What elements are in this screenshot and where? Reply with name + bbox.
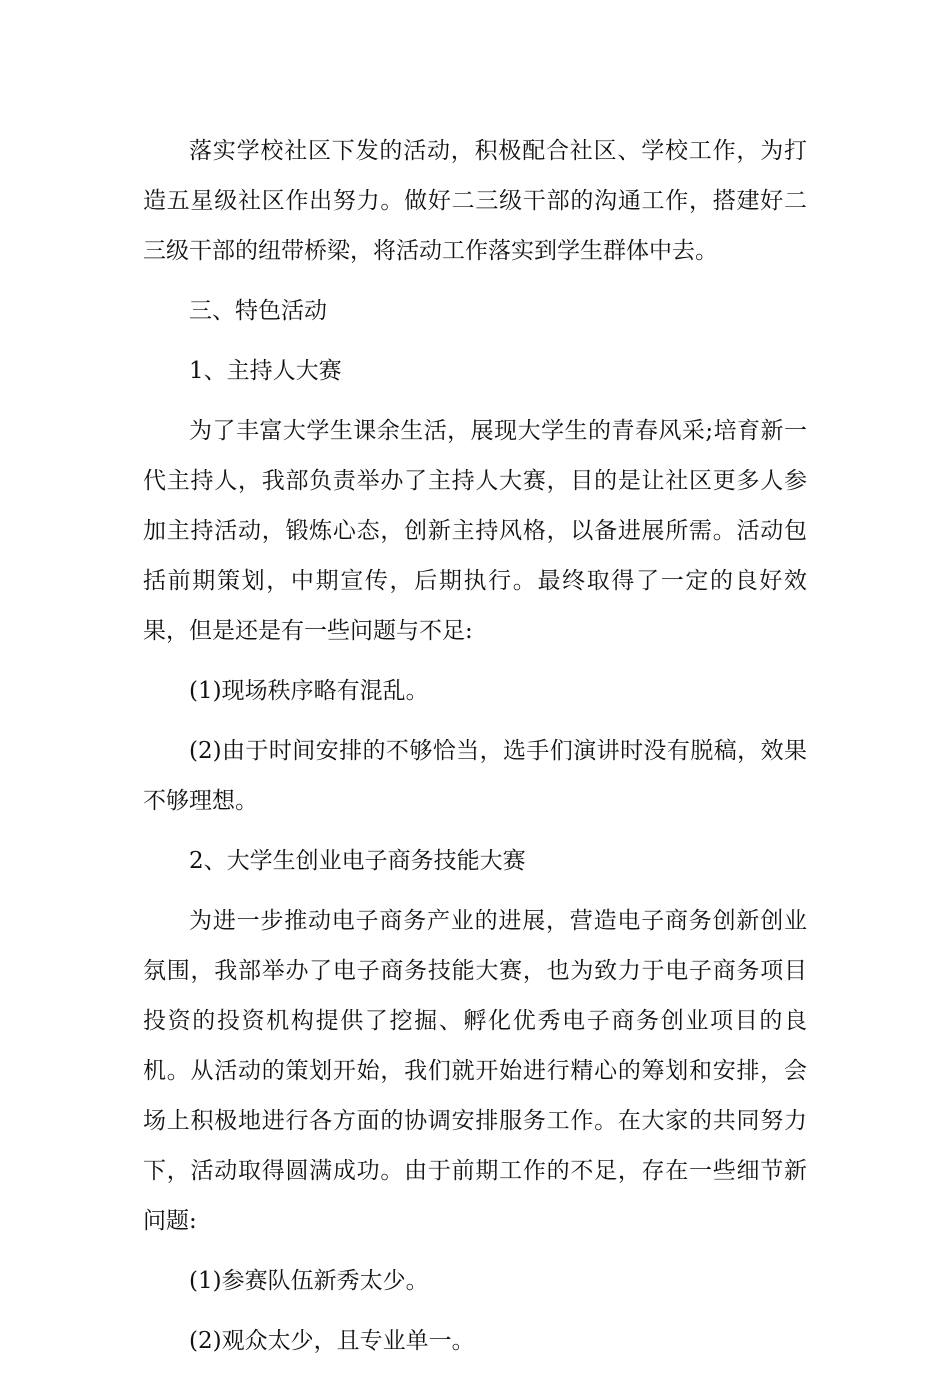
section-heading-special-activities: 三、特色活动 xyxy=(189,298,327,324)
issue-item-ecommerce-2: (2)观众太少，且专业单一。 xyxy=(189,1328,475,1354)
subheading-host-contest: 1、主持人大赛 xyxy=(189,358,342,384)
issue-item-host-1: (1)现场秩序略有混乱。 xyxy=(189,678,429,704)
paragraph-ecommerce-contest: 为进一步推动电子商务产业的进展，营造电子商务创新创业氛围，我部举办了电子商务技能大赛，也为致力于电子商务项目投资的投资机构提供了挖掘、孵化优秀电子商务创业项目的良机。从活动的策划开始，我们就开始进行精心的筹划和安排，会场上积极地进行各方面的协调安排服务工作。在大家的共同努力下，活动取得圆满成功。由于前期工作的不足，存在一些细节新问题: xyxy=(143,908,807,1234)
subheading-ecommerce-contest: 2、大学生创业电子商务技能大赛 xyxy=(189,848,526,874)
document-body xyxy=(143,126,807,1376)
paragraph-host-contest: 为了丰富大学生课余生活，展现大学生的青春风采;培育新一代主持人，我部负责举办了主持人大赛，目的是让社区更多人参加主持活动，锻炼心态，创新主持风格，以备进展所需。活动包括前期策划，中期宣传，后期执行。最终取得了一定的良好效果，但是还是有一些问题与不足: xyxy=(143,418,807,644)
issue-item-ecommerce-1: (1)参赛队伍新秀太少。 xyxy=(189,1268,429,1294)
issue-item-host-2: (2)由于时间安排的不够恰当，选手们演讲时没有脱稿，效果不够理想。 xyxy=(143,738,807,814)
paragraph-community-work: 落实学校社区下发的活动，积极配合社区、学校工作，为打造五星级社区作出努力。做好二三级干部的沟通工作，搭建好二三级干部的纽带桥梁，将活动工作落实到学生群体中去。 xyxy=(143,138,807,264)
